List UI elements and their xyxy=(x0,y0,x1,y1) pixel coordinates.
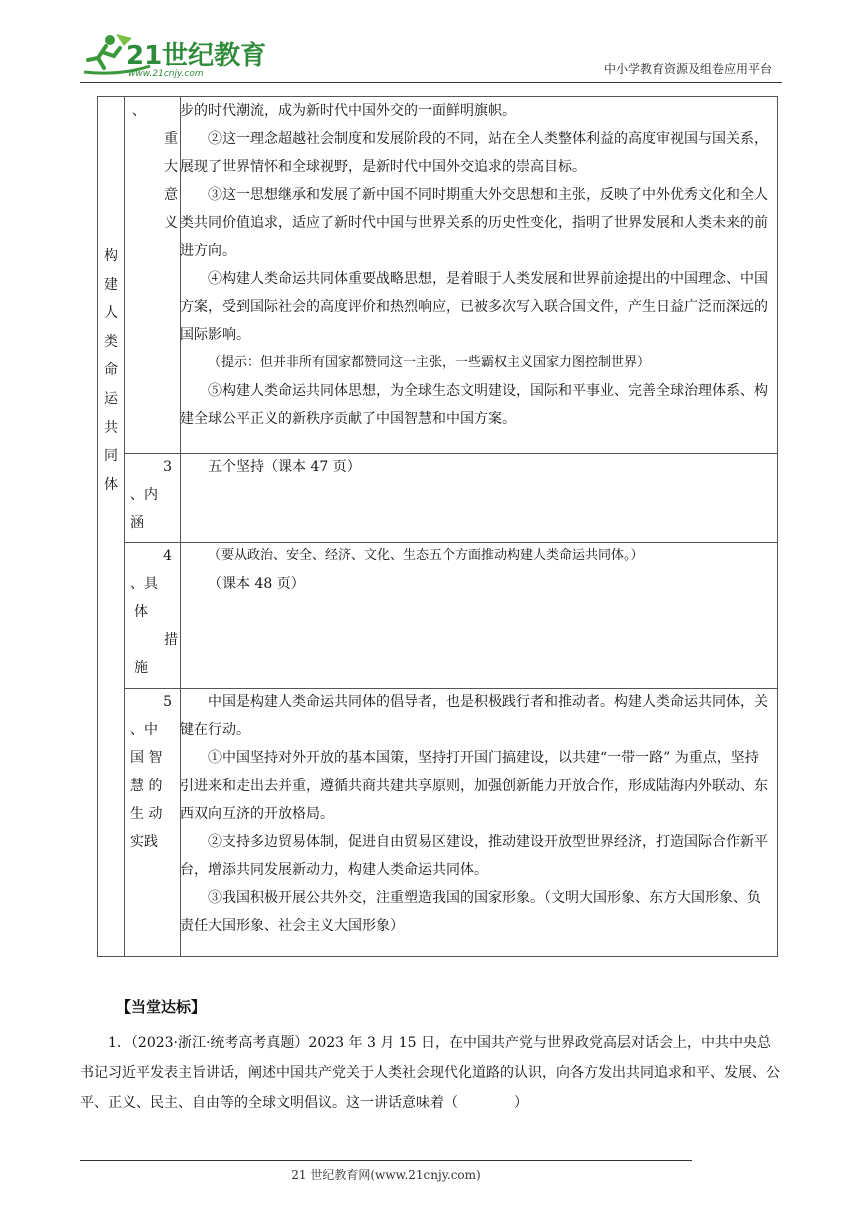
section-label-connotation: 3 、内 涵 xyxy=(130,459,172,531)
header-divider xyxy=(80,82,782,83)
section-content-connotation: 五个坚持（课本 47 页） xyxy=(208,459,361,475)
section-content-practice: 中国是构建人类命运共同体的倡导者，也是积极践行者和推动者。构建人类命运共同体，关键在行动。 ①中国坚持对外开放的基本国策，坚持打开国门搞建设，以共建“一带一路” 为重点，坚持引进来和走出去并重，遵循共商共建共享原则，加强创新能力开放合作，形成陆海内外联动、东西双向互济的开放格局。 ②支持多边贸易体制，促进自由贸易区建设，推动建设开放型世界经济，打造国际合作新平台，增添共同发展新动力，构建人类命运共同体。 ③我国积极开展公共外交，注重塑造我国的国家形象。（文明大国形象、东方大国形象、负责任大国形象、社会主义大国形象） xyxy=(180,694,768,934)
platform-label: 中小学教育资源及组卷应用平台 xyxy=(603,62,772,76)
section-content-measures: （要从政治、安全、经济、文化、生态五个方面推动构建人类命运共同体。） （课本 48 页） xyxy=(208,548,644,592)
runner-logo-icon xyxy=(80,30,270,80)
question-1: 1．（2023·浙江·统考高考真题）2023 年 3 月 15 日，在中国共产党与世界政党高层对话会上，中共中央总书记习近平发表主旨讲话，阐述中国共产党关于人类社会现代化道路的认识，向各方发出共同追求和平、发展、公平、正义、民主、自由等的全球文明倡议。这一讲话意味着（ ） xyxy=(80,1035,780,1111)
section-label-practice: 5 、中 国 智 慧 的 生 动 实践 xyxy=(130,694,172,850)
site-logo xyxy=(80,30,270,80)
section-label-measures: 4 、具 体 措 施 xyxy=(130,548,178,676)
section-content-significance: 步的时代潮流，成为新时代中国外交的一面鲜明旗帜。 ②这一理念超越社会制度和发展阶段的不同，站在全人类整体利益的高度审视国与国关系，展现了世界情怀和全球视野，是新时代中国外交追求的崇高目标。 ③这一思想继承和发展了新中国不同时期重大外交思想和主张，反映了中外优秀文化和全人类共同价值追求，适应了新时代中国与世界关系的历史性变化，指明了世界发展和人类未来的前进方向。 ④构建人类命运共同体重要战略思想，是着眼于人类发展和世界前途提出的中国理念、中国方案，受到国际社会的高度评价和热烈响应，已被多次写入联合国文件，产生日益广泛而深远的国际影响。 （提示：但并非所有国家都赞同这一主张，一些霸权主义国家力图控制世界） ⑤构建人类命运共同体思想，为全球生态文明建设，国际和平事业、完善全球治理体系、构建全球公平正义的新秩序贡献了中国智慧和中国方案。 xyxy=(180,97,772,433)
section-title: 【当堂达标】 xyxy=(116,998,207,1016)
row-header-vertical: 构 建 人 类 命 运 共 同 体 xyxy=(104,248,118,493)
svg-text:21世纪教育: 21世纪教育 xyxy=(126,41,267,71)
footer-text: 21 世纪教育网(www.21cnjy.com) xyxy=(291,1168,481,1182)
footer-divider xyxy=(80,1160,692,1161)
hint-note: （提示：但并非所有国家都赞同这一主张，一些霸权主义国家力图控制世界） xyxy=(208,355,651,370)
svg-text:www.21cnjy.com: www.21cnjy.com xyxy=(128,69,204,79)
section-label-significance: 、 重 大 意 义 xyxy=(132,103,178,231)
table-col-divider xyxy=(124,96,125,957)
